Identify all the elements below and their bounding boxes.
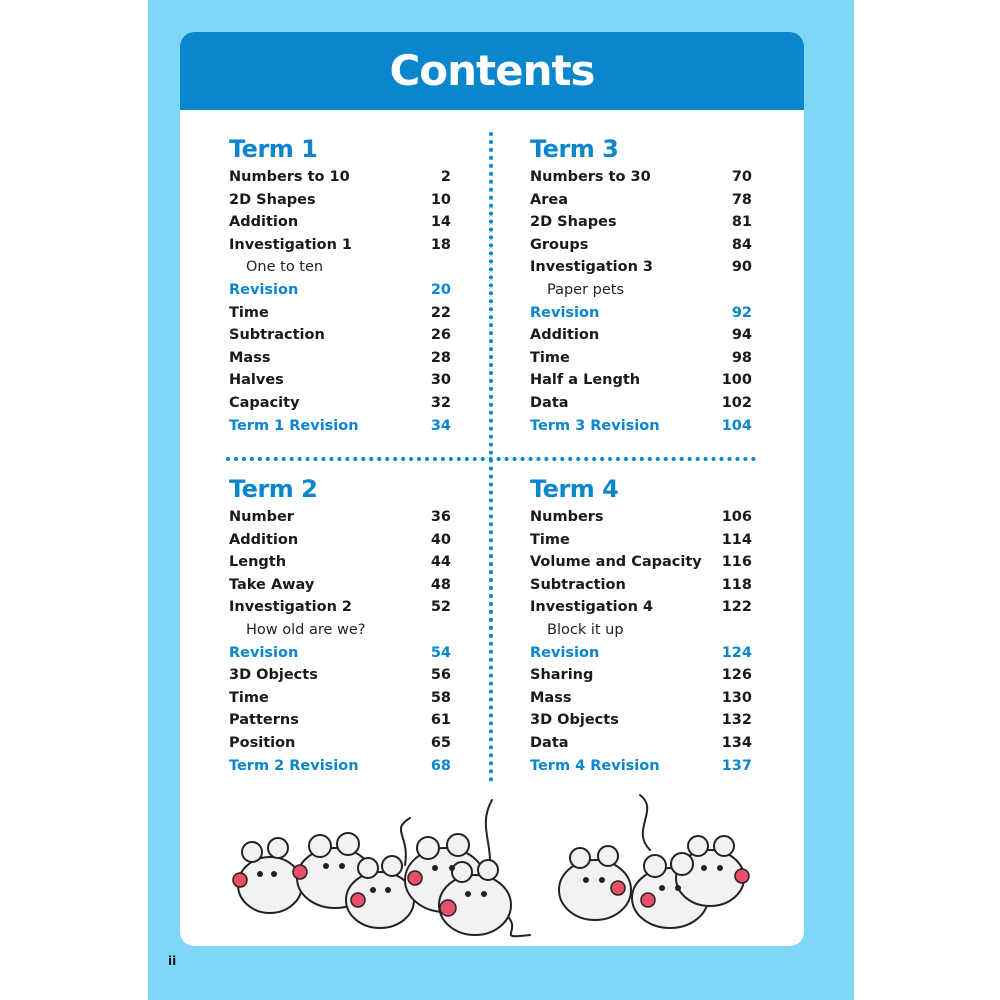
entry-label: Number <box>229 509 294 525</box>
entry-label: Take Away <box>229 576 315 593</box>
entry-page-number: 52 <box>430 599 451 616</box>
entry-label: Length <box>229 554 287 571</box>
entry-page-number: 54 <box>430 644 451 661</box>
entry-label: Sharing <box>530 667 594 684</box>
toc-entry[interactable] <box>530 166 752 189</box>
toc-entry[interactable] <box>229 392 451 415</box>
toc-entry[interactable] <box>229 529 451 552</box>
entry-label: Term 3 Revision <box>530 417 660 434</box>
entry-page-number: 28 <box>430 349 451 366</box>
entry-label: Time <box>229 304 269 321</box>
entry-page-number: 34 <box>430 417 451 434</box>
entry-page-number: 106 <box>721 509 752 525</box>
entry-page-number: 124 <box>721 644 752 661</box>
toc-entry[interactable] <box>530 596 752 619</box>
entry-label: How old are we? <box>246 621 366 638</box>
toc-entry-revision[interactable] <box>530 302 752 325</box>
entry-label: Half a Length <box>530 372 641 389</box>
toc-entry[interactable] <box>229 302 451 325</box>
entry-label: Volume and Capacity <box>530 554 702 571</box>
entry-label: Halves <box>229 372 284 389</box>
toc-entry[interactable] <box>530 709 752 732</box>
entry-page-number: 81 <box>731 214 752 231</box>
entry-label: Numbers to 30 <box>530 169 651 185</box>
entry-page-number: 98 <box>731 349 752 366</box>
entry-page-number: 104 <box>721 417 752 434</box>
entry-page-number: 102 <box>721 394 752 411</box>
toc-entry-term-revision[interactable] <box>530 755 752 778</box>
entry-label: Capacity <box>229 394 300 411</box>
mice-illustration <box>230 790 754 940</box>
entry-label: 2D Shapes <box>229 191 316 208</box>
entry-label: 3D Objects <box>530 712 619 729</box>
toc-subentry <box>229 256 451 279</box>
entry-page-number: 114 <box>721 531 752 548</box>
entry-page-number: 84 <box>731 236 752 253</box>
toc-entry-revision[interactable] <box>530 642 752 665</box>
entry-label: Addition <box>229 531 299 548</box>
term-title: Term 3 <box>530 135 619 163</box>
entry-label: Paper pets <box>547 281 625 298</box>
entry-page-number: 32 <box>430 394 451 411</box>
entry-label: One to ten <box>246 259 324 276</box>
entry-page-number: 100 <box>721 372 752 389</box>
toc-entry[interactable] <box>229 596 451 619</box>
toc-entry-revision[interactable] <box>229 279 451 302</box>
toc-entry[interactable] <box>530 687 752 710</box>
entry-page-number: 130 <box>721 689 752 706</box>
entry-page-number: 2 <box>440 169 451 185</box>
entry-label: Subtraction <box>229 327 325 344</box>
toc-entry[interactable] <box>530 234 752 257</box>
entry-page-number: 10 <box>430 191 451 208</box>
toc-entry[interactable] <box>229 574 451 597</box>
entry-page-number: 58 <box>430 689 451 706</box>
toc-entry[interactable] <box>229 211 451 234</box>
entry-page-number: 94 <box>731 327 752 344</box>
term-section-3 <box>530 132 752 437</box>
entry-label: Revision <box>229 281 299 298</box>
toc-entry[interactable] <box>229 189 451 212</box>
toc-entry[interactable] <box>229 369 451 392</box>
term-title: Term 2 <box>229 475 318 503</box>
entry-page-number: 20 <box>430 281 451 298</box>
entry-label: Term 1 Revision <box>229 417 359 434</box>
entry-label: Time <box>530 349 570 366</box>
toc-subentry <box>530 279 752 302</box>
entry-page-number: 92 <box>731 304 752 321</box>
entry-label: Revision <box>530 304 600 321</box>
entry-page-number: 116 <box>721 554 752 571</box>
entry-page-number: 68 <box>430 757 451 774</box>
toc-entry[interactable] <box>530 506 752 529</box>
toc-subentry <box>530 619 752 642</box>
toc-entry[interactable] <box>530 256 752 279</box>
toc-entry[interactable] <box>229 664 451 687</box>
toc-entry[interactable] <box>530 551 752 574</box>
toc-entry[interactable] <box>229 324 451 347</box>
horizontal-dotted-divider <box>226 457 756 461</box>
entry-page-number: 78 <box>731 191 752 208</box>
entry-label: Mass <box>530 689 572 706</box>
toc-entry-term-revision[interactable] <box>229 755 451 778</box>
page-number-folio: ii <box>168 954 177 968</box>
entry-label: Addition <box>530 327 600 344</box>
toc-entry[interactable] <box>530 189 752 212</box>
toc-entry[interactable] <box>530 324 752 347</box>
term-title: Term 4 <box>530 475 619 503</box>
entry-page-number: 14 <box>430 214 451 231</box>
entry-label: Term 2 Revision <box>229 757 359 774</box>
entry-page-number: 70 <box>731 169 752 185</box>
entry-label: Time <box>229 689 269 706</box>
entry-page-number: 65 <box>430 734 451 751</box>
entry-page-number: 48 <box>430 576 451 593</box>
toc-entry[interactable] <box>229 687 451 710</box>
toc-entry[interactable] <box>530 211 752 234</box>
term-section-1 <box>229 132 451 437</box>
term-section-2 <box>229 472 451 777</box>
entry-page-number: 126 <box>721 667 752 684</box>
toc-entry[interactable] <box>530 529 752 552</box>
entry-page-number: 134 <box>721 734 752 751</box>
contents-card <box>180 32 804 946</box>
entry-label: Investigation 3 <box>530 259 654 276</box>
toc-entry[interactable] <box>229 347 451 370</box>
entry-page-number: 90 <box>731 259 752 276</box>
toc-subentry <box>229 619 451 642</box>
toc-entry[interactable] <box>229 551 451 574</box>
toc-entry-term-revision[interactable] <box>530 415 752 438</box>
entry-page-number: 132 <box>721 712 752 729</box>
entry-label: Investigation 1 <box>229 236 353 253</box>
toc-entry-revision[interactable] <box>229 642 451 665</box>
entry-page-number: 61 <box>430 712 451 729</box>
entry-label: Investigation 2 <box>229 599 353 616</box>
page-title: Contents <box>389 46 595 95</box>
term-title: Term 1 <box>229 135 318 163</box>
entry-page-number: 30 <box>430 372 451 389</box>
entry-page-number: 122 <box>721 599 752 616</box>
entry-label: 2D Shapes <box>530 214 617 231</box>
toc-entry-term-revision[interactable] <box>229 415 451 438</box>
contents-header <box>180 32 804 110</box>
entry-label: Patterns <box>229 712 299 729</box>
entry-page-number: 18 <box>430 236 451 253</box>
entry-label: Subtraction <box>530 576 626 593</box>
toc-entry[interactable] <box>229 732 451 755</box>
entry-label: Numbers to 10 <box>229 169 350 185</box>
toc-entry[interactable] <box>530 392 752 415</box>
entry-label: Mass <box>229 349 271 366</box>
entry-label: Area <box>530 191 568 208</box>
toc-entry[interactable] <box>530 732 752 755</box>
toc-entry[interactable] <box>229 506 451 529</box>
page-background <box>148 0 854 1000</box>
entry-page-number: 56 <box>430 667 451 684</box>
toc-entry[interactable] <box>229 166 451 189</box>
toc-entry[interactable] <box>530 664 752 687</box>
entry-page-number: 40 <box>430 531 451 548</box>
entry-page-number: 22 <box>430 304 451 321</box>
entry-label: Term 4 Revision <box>530 757 660 774</box>
entry-page-number: 137 <box>721 757 752 774</box>
entry-page-number: 118 <box>721 576 752 593</box>
entry-label: Investigation 4 <box>530 599 654 616</box>
entry-label: Revision <box>530 644 600 661</box>
term-section-4 <box>530 472 752 777</box>
entry-label: Data <box>530 394 569 411</box>
toc-entry[interactable] <box>530 347 752 370</box>
entry-page-number: 44 <box>430 554 451 571</box>
entry-page-number: 36 <box>430 509 451 525</box>
entry-label: Data <box>530 734 569 751</box>
toc-entry[interactable] <box>530 369 752 392</box>
entry-label: Groups <box>530 236 589 253</box>
toc-entry[interactable] <box>229 234 451 257</box>
toc-entry[interactable] <box>229 709 451 732</box>
entry-label: Block it up <box>547 621 624 638</box>
toc-entry[interactable] <box>530 574 752 597</box>
entry-label: 3D Objects <box>229 667 318 684</box>
entry-label: Revision <box>229 644 299 661</box>
entry-page-number: 26 <box>430 327 451 344</box>
entry-label: Numbers <box>530 509 604 525</box>
entry-label: Addition <box>229 214 299 231</box>
entry-label: Time <box>530 531 570 548</box>
entry-label: Position <box>229 734 296 751</box>
